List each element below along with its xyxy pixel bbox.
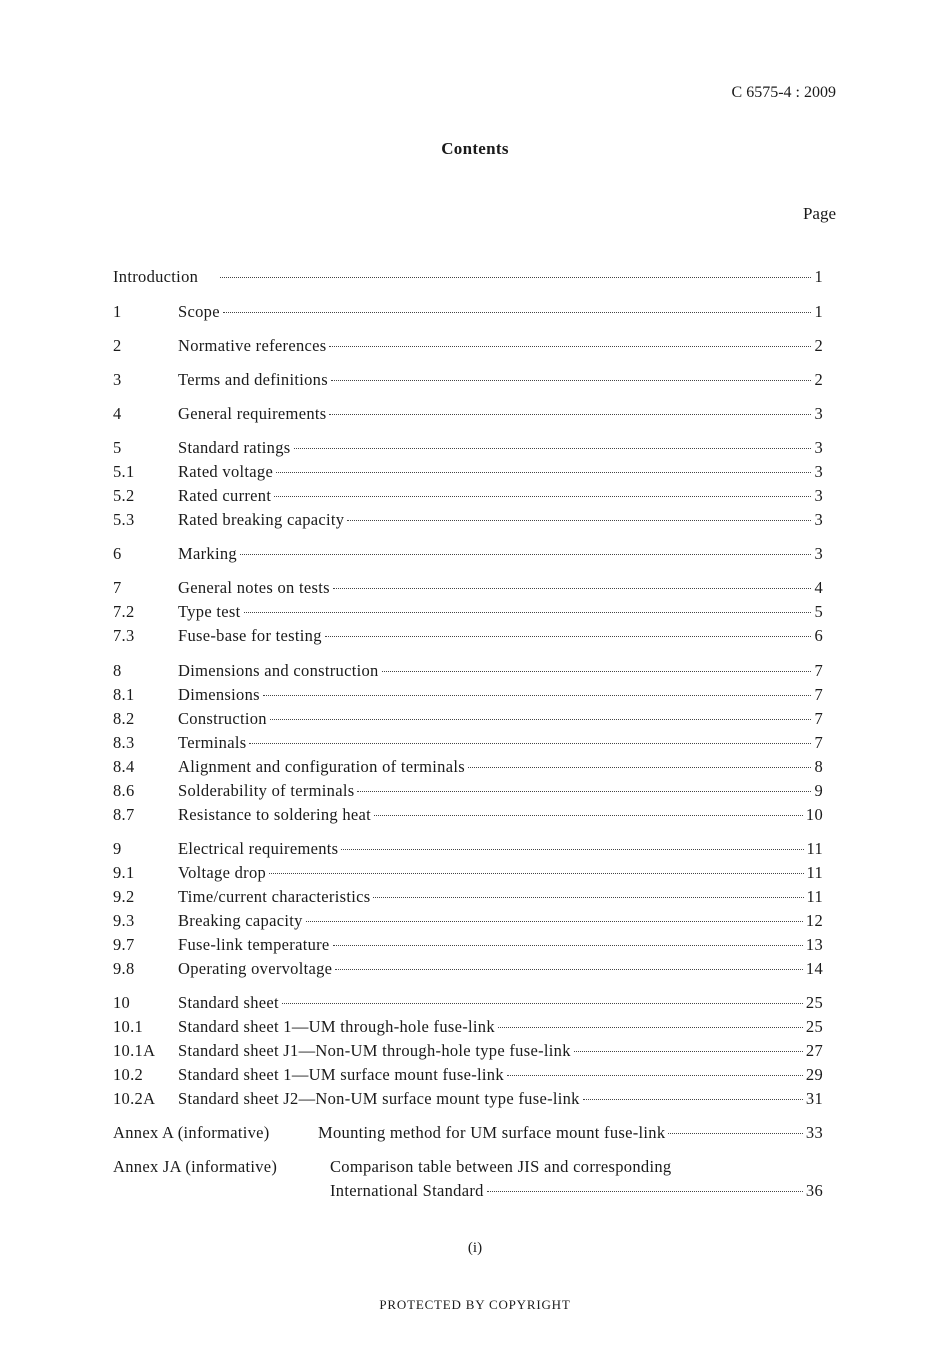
toc-entry-title: Standard sheet 1—UM through-hole fuse-link (178, 1017, 495, 1036)
toc-entry[interactable] (113, 1040, 823, 1062)
toc-entry-title: Terms and definitions (178, 370, 328, 389)
toc-entry[interactable] (113, 437, 823, 459)
toc-entry-annex-a[interactable] (113, 1122, 823, 1144)
toc-entry-number: 5.3 (113, 510, 135, 529)
toc-entry-number: 10.1A (113, 1041, 156, 1060)
dot-leader (269, 873, 803, 874)
toc-entry[interactable] (113, 708, 823, 730)
toc-entry-title: Standard sheet (178, 993, 279, 1012)
toc-entry-number: 8.2 (113, 709, 135, 728)
dot-leader (240, 554, 812, 555)
toc-entry-number: 3 (113, 370, 122, 389)
toc-entry-number: 1 (113, 302, 122, 321)
toc-entry-number: 8.7 (113, 805, 135, 824)
dot-leader (668, 1133, 802, 1134)
toc-entry[interactable] (113, 804, 823, 826)
dot-leader (333, 588, 812, 589)
toc-entry[interactable] (113, 543, 823, 565)
toc-entry[interactable] (113, 1088, 823, 1110)
toc-entry-number: 9.1 (113, 863, 135, 882)
annex-page: 33 (805, 1123, 823, 1142)
toc-entry-page: 3 (814, 438, 823, 457)
toc-entry-page: 7 (814, 661, 823, 680)
dot-leader (329, 414, 811, 415)
toc-entry[interactable] (113, 780, 823, 802)
toc-entry-page: 7 (814, 709, 823, 728)
toc-entry-title: Solderability of terminals (178, 781, 355, 800)
page-title: Contents (441, 139, 509, 158)
toc-entry-page: 11 (806, 839, 823, 858)
toc-entry[interactable] (113, 369, 823, 391)
toc-entry[interactable] (113, 684, 823, 706)
toc-entry-page: 13 (805, 935, 823, 954)
dot-leader (220, 277, 811, 278)
toc-entry-page: 1 (814, 267, 823, 286)
toc-entry-number: 10 (113, 993, 131, 1012)
toc-entry-page: 9 (814, 781, 823, 800)
toc-entry-title: Dimensions (178, 685, 260, 704)
dot-leader (357, 791, 811, 792)
toc-entry-number: 10.1 (113, 1017, 144, 1036)
toc-entry-number: 8 (113, 661, 122, 680)
copyright-notice: PROTECTED BY COPYRIGHT (379, 1297, 571, 1312)
toc-entry-page: 3 (814, 462, 823, 481)
toc-entry-page: 12 (805, 911, 823, 930)
toc-entry[interactable] (113, 756, 823, 778)
toc-entry-page: 3 (814, 404, 823, 423)
toc-entry-page: 11 (806, 863, 823, 882)
toc-entry[interactable] (113, 958, 823, 980)
dot-leader (274, 496, 811, 497)
toc-entry-title: Rated voltage (178, 462, 274, 481)
dot-leader (325, 636, 812, 637)
dot-leader (282, 1003, 803, 1004)
dot-leader (507, 1075, 803, 1076)
page-column-label: Page (802, 204, 836, 223)
toc-entry[interactable] (113, 910, 823, 932)
dot-leader (263, 695, 812, 696)
toc-entry-title: Rated current (178, 486, 272, 505)
toc-entry[interactable] (113, 660, 823, 682)
toc-entry-number: 8.3 (113, 733, 135, 752)
toc-entry[interactable] (113, 335, 823, 357)
toc-entry-page: 10 (805, 805, 823, 824)
toc-entry-number: 9.2 (113, 887, 135, 906)
toc-entry-page: 3 (814, 486, 823, 505)
dot-leader (276, 472, 811, 473)
dot-leader (374, 815, 803, 816)
toc-entry-title: Marking (178, 544, 237, 563)
toc-entry-title: Operating overvoltage (178, 959, 333, 978)
toc-entry-title: Standard sheet J1—Non-UM through-hole type fuse-link (178, 1041, 571, 1060)
toc-entry-page: 8 (814, 757, 823, 776)
toc-entry-number: 10.2A (113, 1089, 156, 1108)
toc-entry-page: 11 (806, 887, 823, 906)
toc-entry-title: Alignment and configuration of terminals (178, 757, 465, 776)
toc-entry-title: Standard sheet J2—Non-UM surface mount type fuse-link (178, 1089, 580, 1108)
annex-title-line1: Comparison table between JIS and corresponding (330, 1157, 672, 1176)
toc-entry-title: Time/current characteristics (178, 887, 371, 906)
roman-page-number: (i) (467, 1240, 483, 1256)
toc-entry-annex-ja-continuation[interactable] (330, 1180, 823, 1202)
toc-entry-title: Scope (178, 302, 220, 321)
toc-entry-number: 5 (113, 438, 122, 457)
toc-entry-page: 1 (814, 302, 823, 321)
annex-title-line2: International Standard (330, 1181, 484, 1200)
toc-entry-title: Rated breaking capacity (178, 510, 345, 529)
toc-entry-number: 9 (113, 839, 122, 858)
dot-leader (270, 719, 812, 720)
dot-leader (498, 1027, 803, 1028)
toc-entry[interactable] (113, 509, 823, 531)
dot-leader (294, 448, 812, 449)
dot-leader (331, 380, 811, 381)
toc-entry[interactable] (113, 732, 823, 754)
toc-entry[interactable] (113, 577, 823, 599)
annex-page: 36 (805, 1181, 823, 1200)
dot-leader (382, 671, 812, 672)
annex-title: Mounting method for UM surface mount fuse-link (318, 1123, 666, 1142)
toc-entry-page: 7 (814, 685, 823, 704)
toc-entry[interactable] (113, 838, 823, 860)
toc-entry-page: 6 (814, 626, 823, 645)
toc-entry-page: 14 (805, 959, 823, 978)
toc-entry-title: Standard sheet 1—UM surface mount fuse-link (178, 1065, 504, 1084)
toc-entry-page: 7 (814, 733, 823, 752)
dot-leader (329, 346, 811, 347)
dot-leader (335, 969, 803, 970)
dot-leader (223, 312, 812, 313)
toc-entry-number: 7.2 (113, 602, 135, 621)
toc-entry-number: 7 (113, 578, 122, 597)
dot-leader (574, 1051, 803, 1052)
toc-entry[interactable] (113, 1064, 823, 1086)
toc-entry-title: Breaking capacity (178, 911, 303, 930)
toc-entry-number: 9.8 (113, 959, 135, 978)
dot-leader (373, 897, 803, 898)
toc-entry-number: 9.3 (113, 911, 135, 930)
dot-leader (468, 767, 812, 768)
toc-entry-number: 8.1 (113, 685, 135, 704)
document-id: C 6575-4 : 2009 (731, 84, 836, 101)
toc-entry-number: 10.2 (113, 1065, 144, 1084)
toc-entry-number: 8.4 (113, 757, 135, 776)
toc-entry-title: Construction (178, 709, 267, 728)
toc-entry[interactable] (113, 403, 823, 425)
toc-entry-page: 3 (814, 510, 823, 529)
toc-entry-title: Fuse-link temperature (178, 935, 330, 954)
dot-leader (333, 945, 803, 946)
toc-entry-title: Resistance to soldering heat (178, 805, 372, 824)
annex-label: Annex JA (informative) (113, 1157, 278, 1176)
toc-entry-title: Standard ratings (178, 438, 291, 457)
toc-entry[interactable] (113, 992, 823, 1014)
toc-entry-number: 4 (113, 404, 122, 423)
toc-entry-title: Voltage drop (178, 863, 267, 882)
toc-entry[interactable] (113, 301, 823, 323)
toc-entry[interactable] (113, 601, 823, 623)
toc-entry[interactable] (113, 862, 823, 884)
dot-leader (249, 743, 811, 744)
toc-entry-page: 3 (814, 544, 823, 563)
toc-entry-title: General requirements (178, 404, 327, 423)
toc-entry[interactable] (113, 266, 823, 288)
toc-entry[interactable] (113, 886, 823, 908)
toc-entry[interactable] (113, 1016, 823, 1038)
toc-entry-page: 5 (814, 602, 823, 621)
toc-entry[interactable] (113, 934, 823, 956)
toc-entry-page: 25 (805, 993, 823, 1012)
toc-entry-title: Dimensions and construction (178, 661, 379, 680)
toc-entry-number: 5.1 (113, 462, 135, 481)
toc-entry-title: Fuse-base for testing (178, 626, 322, 645)
toc-entry[interactable] (113, 461, 823, 483)
toc-entry-title: General notes on tests (178, 578, 330, 597)
toc-entry-number: 2 (113, 336, 122, 355)
toc-entry[interactable] (113, 625, 823, 647)
toc-entry-number: 5.2 (113, 486, 135, 505)
dot-leader (341, 849, 803, 850)
toc-entry-number: 6 (113, 544, 122, 563)
toc-entry-title: Electrical requirements (178, 839, 339, 858)
toc-entry-page: 27 (805, 1041, 823, 1060)
toc-entry-number: 8.6 (113, 781, 135, 800)
annex-label: Annex A (informative) (113, 1123, 270, 1142)
toc-entry-number: 9.7 (113, 935, 135, 954)
toc-entry-annex-ja[interactable] (113, 1156, 823, 1178)
toc-entry-page: 2 (814, 370, 823, 389)
toc-entry-title: Normative references (178, 336, 327, 355)
dot-leader (306, 921, 803, 922)
toc-entry-page: 29 (805, 1065, 823, 1084)
toc-entry-number: 7.3 (113, 626, 135, 645)
toc-entry-page: 4 (814, 578, 823, 597)
toc-entry-title: Type test (178, 602, 241, 621)
dot-leader (583, 1099, 803, 1100)
toc-entry-page: 25 (805, 1017, 823, 1036)
toc-entry[interactable] (113, 485, 823, 507)
dot-leader (244, 612, 812, 613)
toc-entry-page: 31 (805, 1089, 823, 1108)
toc-entry-number: Introduction (113, 267, 199, 286)
dot-leader (487, 1191, 803, 1192)
toc-entry-title: Terminals (178, 733, 247, 752)
dot-leader (347, 520, 811, 521)
toc-entry-page: 2 (814, 336, 823, 355)
